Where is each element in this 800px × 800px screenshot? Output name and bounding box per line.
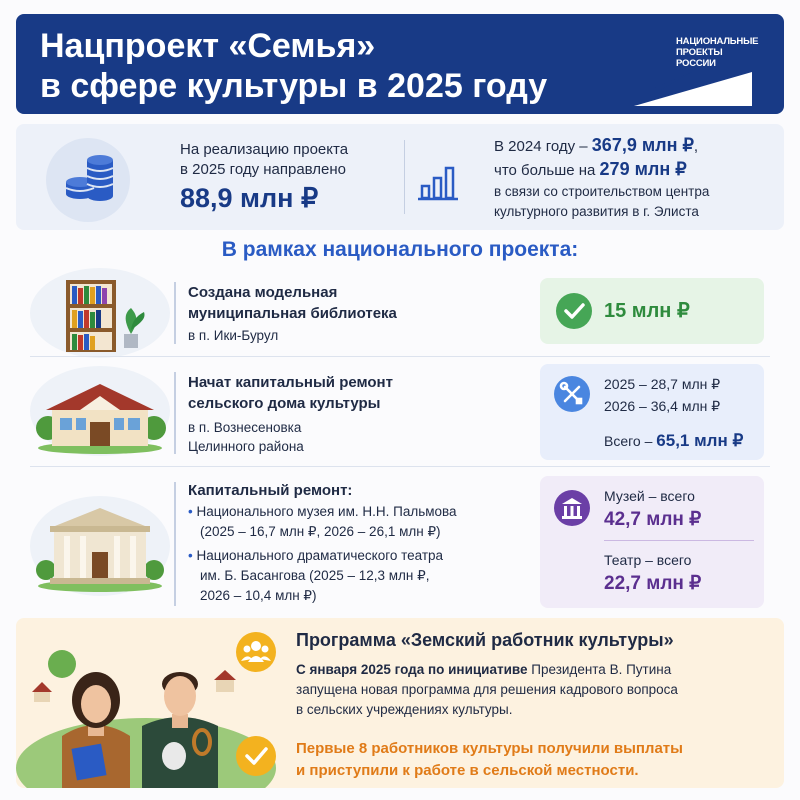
library-illustration — [30, 268, 170, 358]
theatre-total-value: 22,7 млн ₽ — [604, 573, 702, 594]
bar-chart-icon — [416, 162, 464, 202]
culture-house-title-line2: сельского дома культуры — [188, 395, 381, 412]
culture-house-funding-card — [540, 364, 764, 460]
stats-divider — [404, 140, 405, 214]
logo-swoosh-icon — [632, 36, 760, 108]
museum-building-icon — [554, 490, 590, 526]
capital-repair-title: Капитальный ремонт: — [188, 482, 353, 499]
theatre-bullet-line3: 2026 – 10,4 млн ₽) — [200, 588, 317, 603]
program-result-line2: и приступили к работе в сельской местности. — [296, 762, 639, 779]
stats-2024-line4: культурного развития в г. Элиста — [494, 204, 699, 219]
logo-text: НАЦИОНАЛЬНЫЕ ПРОЕКТЫ РОССИИ — [676, 36, 759, 69]
stats-2024-line3: в связи со строительством центра — [494, 184, 710, 199]
funding-label-line1: На реализацию проекта — [180, 141, 349, 158]
library-funding-card — [540, 278, 764, 344]
theatre-bullet-line2: им. Б. Басангова (2025 – 12,3 млн ₽, — [200, 568, 430, 583]
row-separator — [30, 356, 770, 357]
checkmark-icon — [236, 736, 276, 776]
program-text-line3: в сельских учреждениях культуры. — [296, 702, 513, 717]
card-divider — [604, 540, 754, 541]
culture-house-location-line1: в п. Вознесеновка — [188, 420, 302, 435]
header-banner — [16, 14, 784, 114]
museum-bullet-line1: • Национального музея им. Н.Н. Пальмова — [188, 504, 457, 519]
people-group-icon — [236, 632, 276, 672]
stats-2024-line1: В 2024 году – 367,9 млн ₽, — [494, 135, 699, 155]
library-title-line2: муниципальная библиотека — [188, 305, 397, 322]
theatre-total-label: Театр – всего — [604, 552, 692, 568]
museum-total-label: Музей – всего — [604, 488, 695, 504]
page-title-line2: в сфере культуры в 2025 году — [40, 67, 548, 105]
program-title: Программа «Земский работник культуры» — [296, 630, 674, 650]
stats-2024-line2: что больше на 279 млн ₽ — [494, 159, 687, 179]
repair-tools-icon — [554, 376, 590, 412]
museum-theatre-funding-card — [540, 476, 764, 608]
program-text-line2: запущена новая программа для решения кадрового вопроса — [296, 682, 678, 697]
culture-house-illustration — [30, 366, 170, 456]
culture-house-total: Всего – 65,1 млн ₽ — [604, 431, 744, 450]
theatre-bullet-line1: • Национального драматического театра — [188, 548, 444, 563]
library-title-line1: Создана модельная — [188, 284, 338, 301]
library-funding-value: 15 млн ₽ — [604, 300, 690, 322]
row-divider-bar — [174, 282, 176, 344]
culture-house-2026: 2026 – 36,4 млн ₽ — [604, 398, 721, 414]
coins-icon — [46, 138, 130, 222]
checkmark-icon — [556, 293, 592, 329]
museum-bullet-line2: (2025 – 16,7 млн ₽, 2026 – 26,1 млн ₽) — [200, 524, 441, 539]
funding-stats-panel — [16, 124, 784, 230]
row-divider-bar — [174, 372, 176, 454]
culture-house-location-line2: Целинного района — [188, 439, 304, 454]
culture-house-title-line1: Начат капитальный ремонт — [188, 374, 393, 391]
section-title: В рамках национального проекта: — [221, 238, 579, 261]
museum-total-value: 42,7 млн ₽ — [604, 509, 702, 530]
page-title-line1: Нацпроект «Семья» — [40, 27, 376, 65]
culture-house-2025: 2025 – 28,7 млн ₽ — [604, 376, 721, 392]
funding-label-line2: в 2025 году направлено — [180, 161, 347, 178]
library-location: в п. Ики-Бурул — [188, 328, 279, 343]
program-result-line1: Первые 8 работников культуры получили выплаты — [296, 740, 683, 757]
row-separator — [30, 466, 770, 467]
national-projects-logo — [632, 36, 760, 108]
museum-illustration — [30, 496, 170, 596]
row-divider-bar — [174, 482, 176, 606]
funding-value: 88,9 млн ₽ — [180, 183, 319, 213]
program-text-line1: С января 2025 года по инициативе Президента В. Путина — [296, 662, 672, 677]
